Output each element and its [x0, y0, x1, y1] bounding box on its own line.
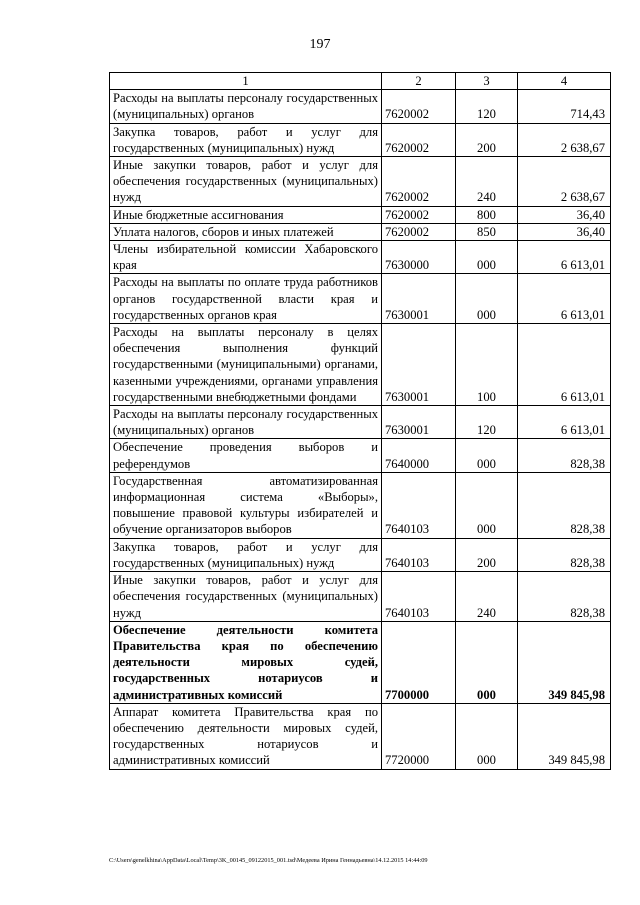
- row-amount: 36,40: [518, 223, 611, 240]
- row-amount: 36,40: [518, 206, 611, 223]
- row-expense-type: 200: [456, 123, 518, 156]
- row-name: Закупка товаров, работ и услуг для государственных (муниципальных) нужд: [110, 123, 382, 156]
- table-row: [110, 241, 611, 274]
- row-name: Обеспечение деятельности комитета Правительства края по обеспечению деятельности мировых судей, государственных нотариусов и административных комиссий: [110, 621, 382, 703]
- row-expense-type: 000: [456, 621, 518, 703]
- row-name: Иные закупки товаров, работ и услуг для обеспечения государственных (муниципальных) нужд: [110, 157, 382, 207]
- page-number: 197: [309, 37, 331, 52]
- row-expense-type: 000: [456, 472, 518, 538]
- table-row: [110, 90, 611, 123]
- column-header: 1: [110, 73, 382, 90]
- row-name: Расходы на выплаты персоналу государственных (муниципальных) органов: [110, 406, 382, 439]
- row-code: 7630001: [382, 406, 456, 439]
- row-name: Расходы на выплаты персоналу в целях обеспечения выполнения функций государственными (муниципальными) органами, казенными учреждениями, органами управления государственными внебюджетными фондами: [110, 324, 382, 406]
- row-name: Иные бюджетные ассигнования: [110, 206, 382, 223]
- row-code: 7620002: [382, 206, 456, 223]
- row-expense-type: 120: [456, 406, 518, 439]
- table-row: [110, 223, 611, 240]
- row-name: Расходы на выплаты по оплате труда работников органов государственной власти края и государственных органов края: [110, 274, 382, 324]
- table-row: [110, 157, 611, 207]
- row-name: Обеспечение проведения выборов и референдумов: [110, 439, 382, 472]
- row-code: 7620002: [382, 123, 456, 156]
- row-code: 7630001: [382, 324, 456, 406]
- row-name: Уплата налогов, сборов и иных платежей: [110, 223, 382, 240]
- row-name: Закупка товаров, работ и услуг для государственных (муниципальных) нужд: [110, 538, 382, 571]
- row-name: Расходы на выплаты персоналу государственных (муниципальных) органов: [110, 90, 382, 123]
- row-expense-type: 240: [456, 572, 518, 622]
- row-amount: 349 845,98: [518, 621, 611, 703]
- row-expense-type: 000: [456, 241, 518, 274]
- row-amount: 2 638,67: [518, 157, 611, 207]
- table-row: [110, 123, 611, 156]
- row-amount: 2 638,67: [518, 123, 611, 156]
- row-code: 7620002: [382, 157, 456, 207]
- table-row: [110, 621, 611, 703]
- row-code: 7620002: [382, 90, 456, 123]
- table-row: [110, 538, 611, 571]
- row-code: 7720000: [382, 703, 456, 769]
- table-row: [110, 472, 611, 538]
- row-expense-type: 200: [456, 538, 518, 571]
- row-name: Члены избирательной комиссии Хабаровского края: [110, 241, 382, 274]
- table-header-row: [110, 73, 611, 90]
- table-row: [110, 406, 611, 439]
- table-row: [110, 572, 611, 622]
- column-header: 3: [456, 73, 518, 90]
- row-code: 7630001: [382, 274, 456, 324]
- table-row: [110, 206, 611, 223]
- row-code: 7640103: [382, 472, 456, 538]
- file-path-footer: C:\Users\genelkhina\AppData\Local\Temp\3K_00145_09122015_001.tsd\Медеева Ирина Геннадьевна\14.12.2015 14:44:09: [109, 857, 428, 864]
- row-code: 7630000: [382, 241, 456, 274]
- column-header: 2: [382, 73, 456, 90]
- row-expense-type: 120: [456, 90, 518, 123]
- column-header: 4: [518, 73, 611, 90]
- row-expense-type: 850: [456, 223, 518, 240]
- row-amount: 6 613,01: [518, 324, 611, 406]
- table-row: [110, 703, 611, 769]
- row-amount: 6 613,01: [518, 274, 611, 324]
- row-name: Иные закупки товаров, работ и услуг для обеспечения государственных (муниципальных) нужд: [110, 572, 382, 622]
- row-expense-type: 100: [456, 324, 518, 406]
- row-amount: 349 845,98: [518, 703, 611, 769]
- table-row: [110, 324, 611, 406]
- table-row: [110, 439, 611, 472]
- row-code: 7700000: [382, 621, 456, 703]
- row-amount: 6 613,01: [518, 406, 611, 439]
- row-name: Аппарат комитета Правительства края по обеспечению деятельности мировых судей, государственных нотариусов и административных комиссий: [110, 703, 382, 769]
- row-amount: 828,38: [518, 439, 611, 472]
- row-expense-type: 240: [456, 157, 518, 207]
- row-expense-type: 000: [456, 703, 518, 769]
- row-expense-type: 800: [456, 206, 518, 223]
- table-row: [110, 274, 611, 324]
- row-amount: 828,38: [518, 472, 611, 538]
- row-code: 7620002: [382, 223, 456, 240]
- budget-table: [109, 72, 611, 770]
- row-expense-type: 000: [456, 439, 518, 472]
- row-code: 7640103: [382, 538, 456, 571]
- row-expense-type: 000: [456, 274, 518, 324]
- row-code: 7640103: [382, 572, 456, 622]
- row-name: Государственная автоматизированная информационная система «Выборы», повышение правовой культуры избирателей и обучение организаторов выборов: [110, 472, 382, 538]
- row-code: 7640000: [382, 439, 456, 472]
- row-amount: 828,38: [518, 538, 611, 571]
- row-amount: 714,43: [518, 90, 611, 123]
- row-amount: 828,38: [518, 572, 611, 622]
- row-amount: 6 613,01: [518, 241, 611, 274]
